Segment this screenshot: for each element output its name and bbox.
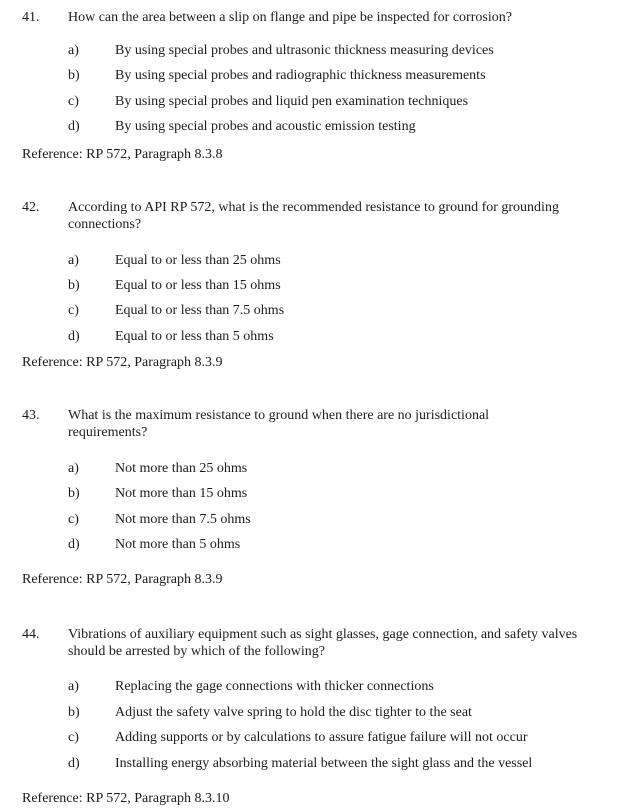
question-43-option-d: Not more than 5 ohms	[115, 537, 241, 552]
question-44-number: 44.	[22, 627, 40, 642]
question-41-option-d-letter: d)	[68, 119, 80, 134]
question-42-option-b-letter: b)	[68, 278, 80, 293]
question-43-text: What is the maximum resistance to ground when there are no jurisdictional requirements?	[68, 408, 490, 440]
question-41-option-c: By using special probes and liquid pen examination techniques	[115, 94, 469, 109]
question-43-option-a: Not more than 25 ohms	[115, 461, 248, 476]
question-41-option-c-letter: c)	[68, 94, 79, 109]
question-43-option-b-letter: b)	[68, 486, 80, 501]
question-41-option-b: By using special probes and radiographic thickness measurements	[115, 68, 486, 83]
question-41-reference: Reference: RP 572, Paragraph 8.3.8	[22, 147, 223, 162]
question-41-number: 41.	[22, 10, 40, 25]
question-42-option-a-letter: a)	[68, 253, 79, 268]
question-42-option-d: Equal to or less than 5 ohms	[115, 329, 274, 344]
question-44-option-d: Installing energy absorbing material between the sight glass and the vessel	[115, 756, 533, 771]
question-43-option-c-letter: c)	[68, 512, 79, 527]
question-42-option-d-letter: d)	[68, 329, 80, 344]
question-43-option-c: Not more than 7.5 ohms	[115, 512, 251, 527]
question-42-option-c: Equal to or less than 7.5 ohms	[115, 303, 285, 318]
question-44-option-c: Adding supports or by calculations to assure fatigue failure will not occur	[115, 730, 528, 745]
question-41-option-a: By using special probes and ultrasonic thickness measuring devices	[115, 43, 494, 58]
question-43-reference: Reference: RP 572, Paragraph 8.3.9	[22, 572, 223, 587]
question-42-number: 42.	[22, 200, 40, 215]
question-41-option-d: By using special probes and acoustic emission testing	[115, 119, 416, 134]
question-42-option-c-letter: c)	[68, 303, 79, 318]
question-41-text: How can the area between a slip on flange and pipe be inspected for corrosion?	[68, 10, 512, 25]
question-44-option-b-letter: b)	[68, 705, 80, 720]
question-43-number: 43.	[22, 408, 40, 423]
question-42-reference: Reference: RP 572, Paragraph 8.3.9	[22, 355, 223, 370]
question-44-reference: Reference: RP 572, Paragraph 8.3.10	[22, 791, 230, 806]
question-42-text: According to API RP 572, what is the recommended resistance to ground for grounding connections?	[68, 200, 559, 232]
question-44-option-b: Adjust the safety valve spring to hold the disc tighter to the seat	[115, 705, 472, 720]
question-44-option-d-letter: d)	[68, 756, 80, 771]
question-44-option-a-letter: a)	[68, 679, 79, 694]
question-44-option-a: Replacing the gage connections with thicker connections	[115, 679, 434, 694]
question-42-option-b: Equal to or less than 15 ohms	[115, 278, 281, 293]
question-41-option-b-letter: b)	[68, 68, 80, 83]
question-43-option-d-letter: d)	[68, 537, 80, 552]
question-44-text: Vibrations of auxiliary equipment such as sight glasses, gage connection, and safety valves should be arrested by which of the following?	[68, 627, 578, 659]
question-44-option-c-letter: c)	[68, 730, 79, 745]
question-43-option-b: Not more than 15 ohms	[115, 486, 248, 501]
question-42-option-a: Equal to or less than 25 ohms	[115, 253, 281, 268]
question-43-option-a-letter: a)	[68, 461, 79, 476]
question-41-option-a-letter: a)	[68, 43, 79, 58]
